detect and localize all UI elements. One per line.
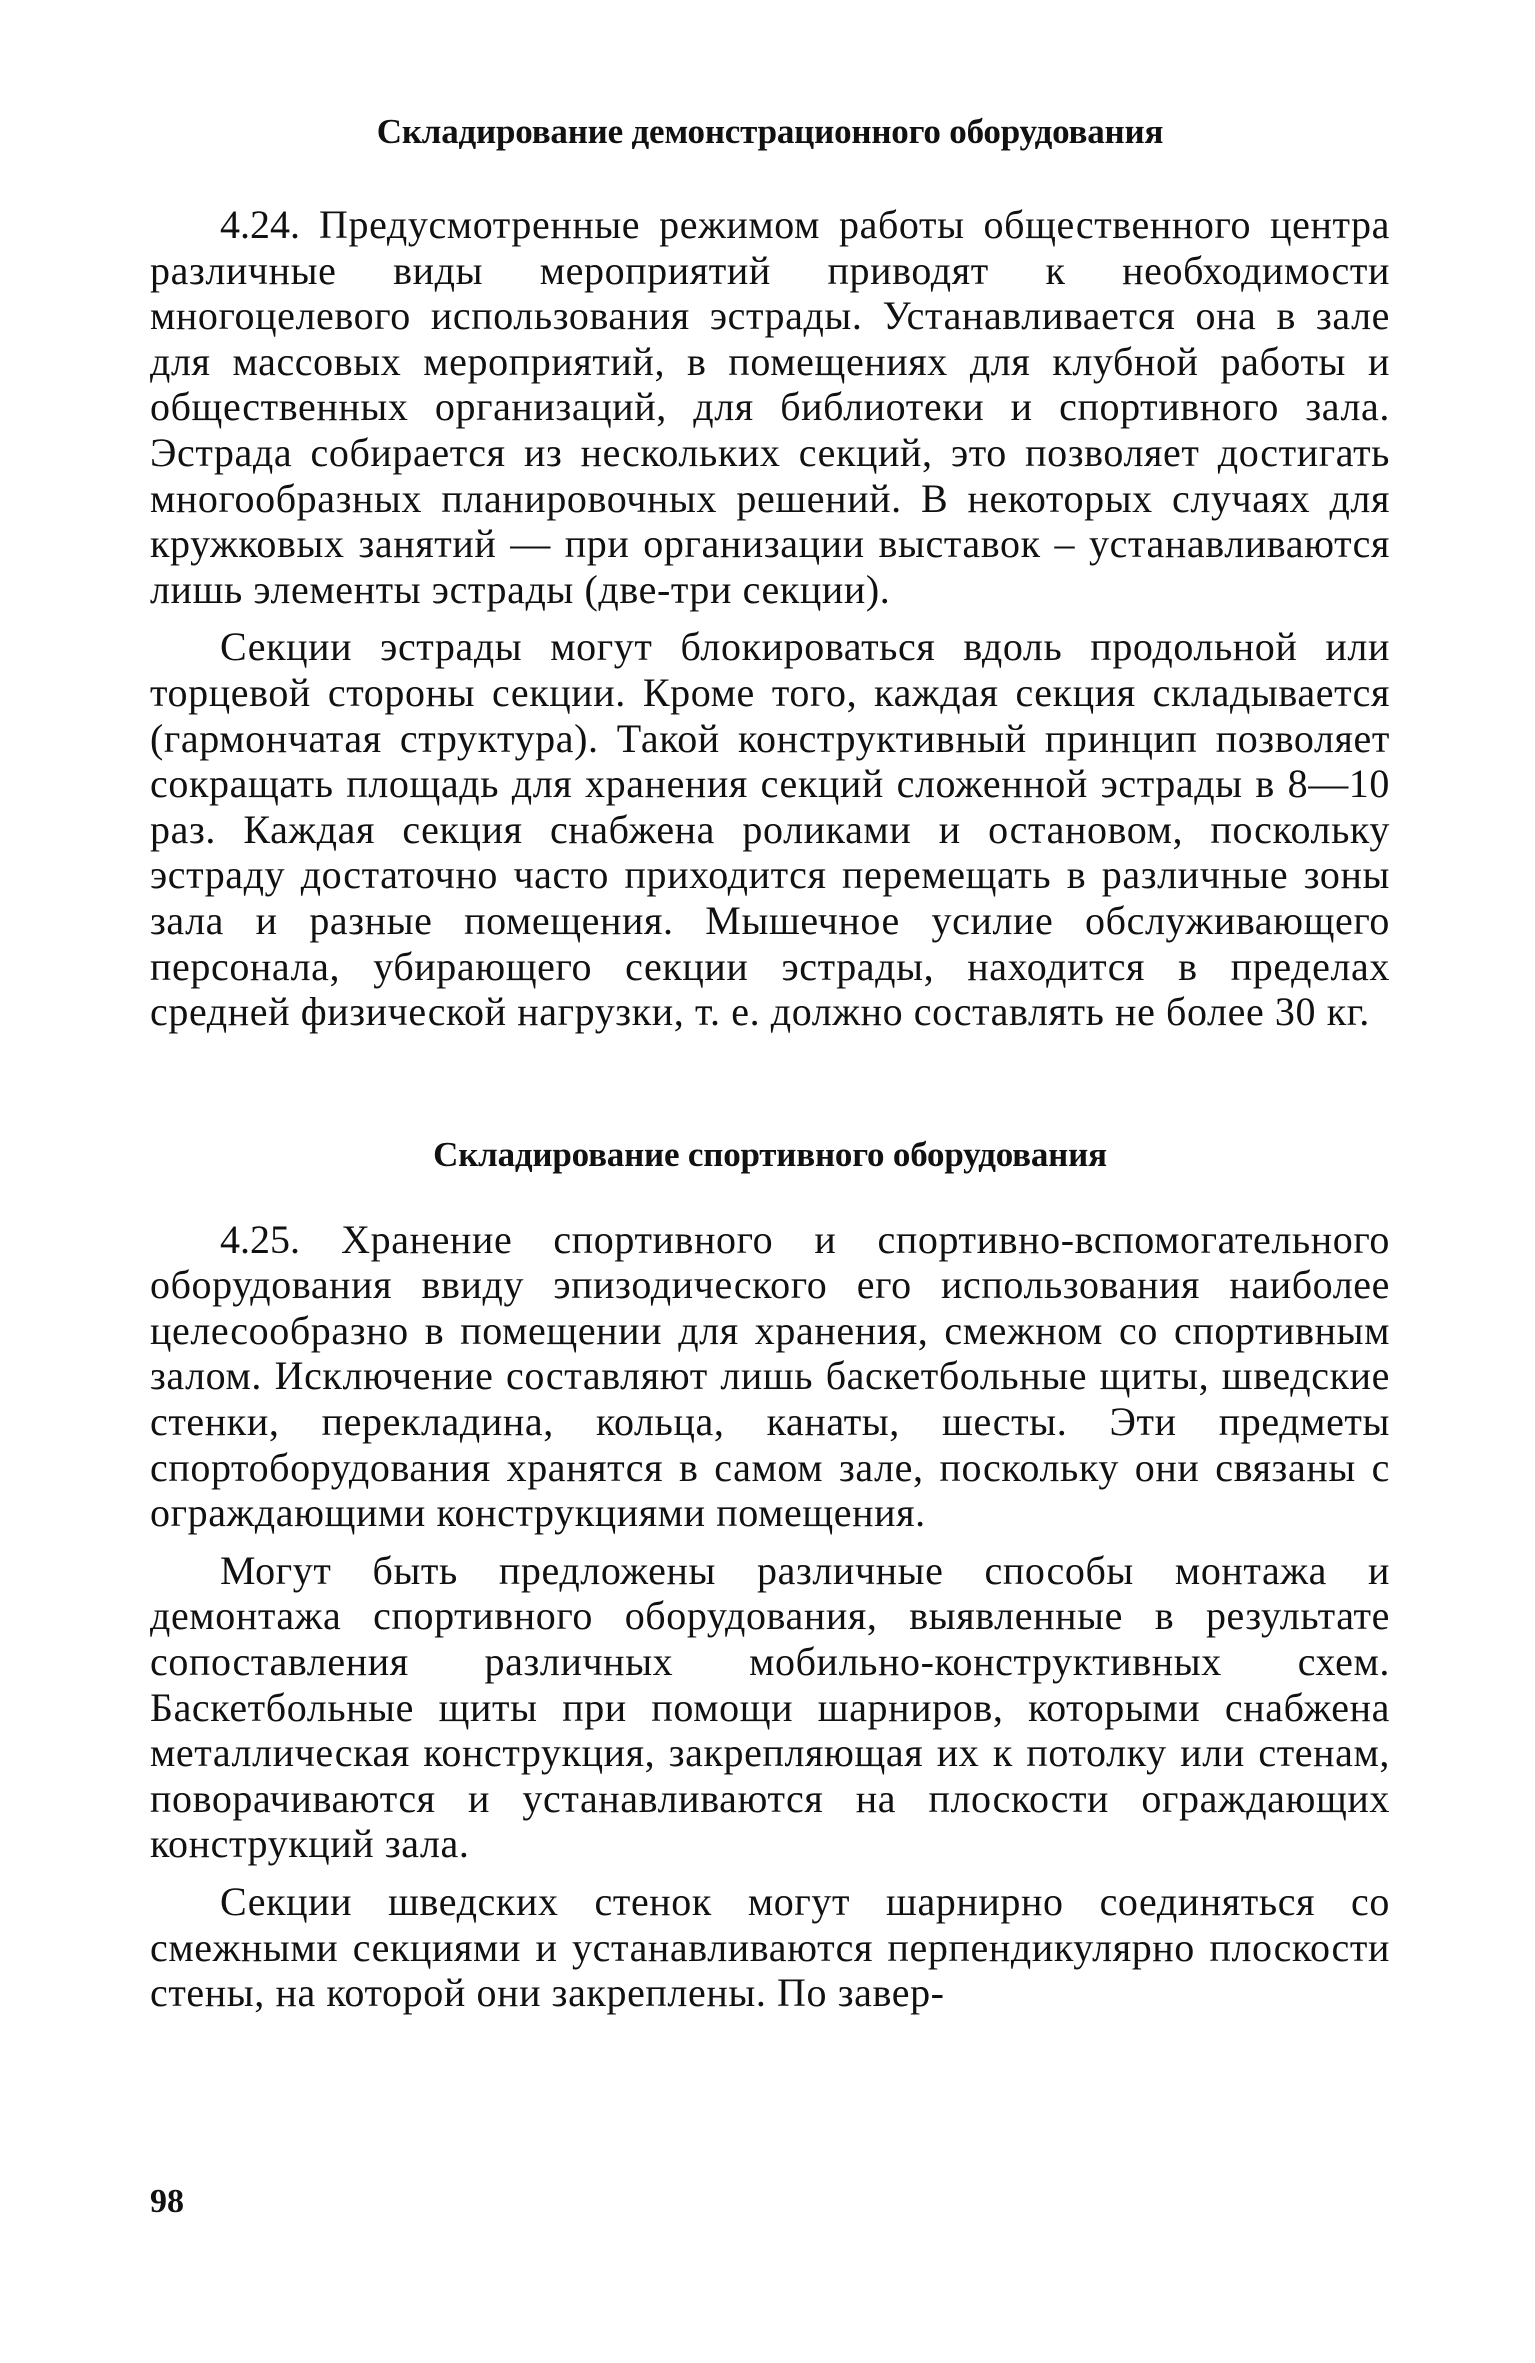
paragraph-text: Предусмотренные режимом работы общественного центра различные виды мероприятий приводят к необходимости многоцелевого использования эстрады. Устанавливается она в зале для массовых мероприятий, в помещениях для клубной работы и общественных организаций, для библиотеки и спортивного зала. Эстрада собирается из нескольких секций, это позволяет достигать многообразных планировочных решений. В некоторых случаях для кружковых занятий — при организации выставок – устанавливаются лишь элементы эстрады (две-три секции). — [150, 202, 1390, 612]
section-heading-sports-equipment: Складирование спортивного оборудования — [433, 1134, 1107, 1174]
paragraph-4-24 — [150, 202, 1390, 612]
page-body — [150, 110, 1390, 2016]
paragraph-wall-bars: Секции шведских стенок могут шарнирно соединяться со смежными секциями и устанавливаются перпендикулярно плоскости стены, на которой они закреплены. По завер- — [150, 1879, 1390, 2016]
section-heading-display-equipment: Складирование демонстрационного оборудования — [376, 112, 1164, 151]
paragraph-text: Хранение спортивного и спортивно-вспомогательного оборудования ввиду эпизодического его использования наиболее целесообразно в помещении для хранения, смежном со спортивным залом. Исключение составляют лишь баскетбольные щиты, шведские стенки, перекладина, кольца, канаты, шесты. Эти предметы спортоборудования хранятся в самом зале, поскольку они связаны с ограждающими конструкциями помещения. — [150, 1216, 1390, 1536]
page-number: 98 — [150, 2183, 184, 2220]
paragraph-number: 4.25. — [220, 1216, 300, 1262]
paragraph-4-25 — [150, 1217, 1390, 1536]
paragraph-stage-sections: Секции эстрады могут блокироваться вдоль продольной или торцевой стороны секции. Кроме того, каждая секция складывается (гармончатая структура). Такой конструктивный принцип позволяет сокращать площадь для хранения секций сложенной эстрады в 8—10 раз. Каждая секция снабжена роликами и остановом, поскольку эстраду достаточно часто приходится перемещать в различные зоны зала и разные помещения. Мышечное усилие обслуживающего персонала, убирающего секции эстрады, находится в пределах средней физической нагрузки, т. е. должно составлять не более 30 кг. — [150, 624, 1390, 1035]
paragraph-number: 4.24. — [220, 202, 300, 247]
paragraph-mounting-methods: Могут быть предложены различные способы монтажа и демонтажа спортивного оборудования, выявленные в результате сопоставления различных мобильно-конструктивных схем. Баскетбольные щиты при помощи шарниров, которыми снабжена металлическая конструкция, закрепляющая их к потолку или стенам, поворачиваются и устанавливаются на плоскости ограждающих конструкций зала. — [150, 1547, 1390, 1867]
